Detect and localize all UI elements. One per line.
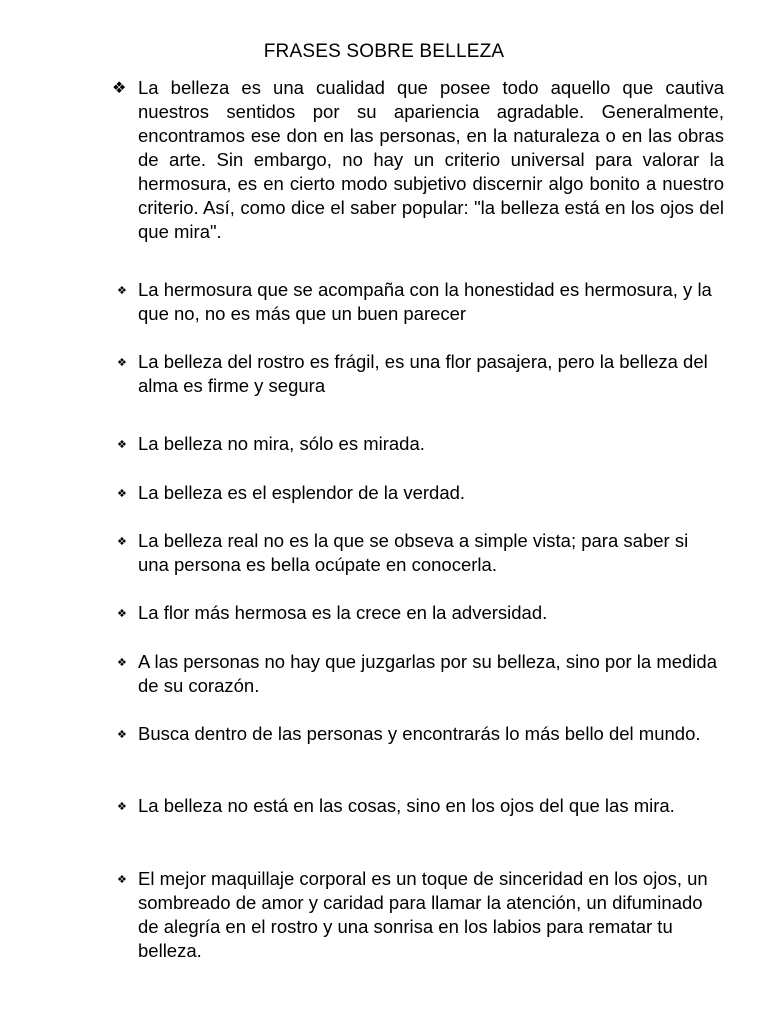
- diamond-bullet-icon: ❖: [117, 487, 127, 500]
- diamond-bullet-icon: ❖: [117, 535, 127, 548]
- list-item-text: La flor más hermosa es la crece en la adversidad.: [138, 602, 548, 623]
- page-title: FRASES SOBRE BELLEZA: [263, 41, 505, 62]
- list-item: [112, 650, 724, 698]
- diamond-bullet-icon: ❖: [117, 728, 127, 741]
- diamond-bullet-icon: ❖: [112, 78, 127, 97]
- list-item: [112, 350, 724, 398]
- list-item: [112, 278, 724, 326]
- list-item: [112, 722, 724, 746]
- list-item: [112, 529, 724, 577]
- diamond-bullet-icon: ❖: [117, 656, 127, 669]
- diamond-bullet-icon: ❖: [117, 800, 127, 813]
- list-item-text: La belleza del rostro es frágil, es una flor pasajera, pero la belleza del alma es firme y segura: [138, 351, 708, 396]
- list-item-text: La belleza no mira, sólo es mirada.: [138, 433, 425, 454]
- list-item: [112, 432, 724, 456]
- list-item-text: La belleza no está en las cosas, sino en los ojos del que las mira.: [138, 795, 675, 816]
- diamond-bullet-icon: ❖: [117, 873, 127, 886]
- list-item-text: La belleza real no es la que se obseva a simple vista; para saber si una persona es bella ocúpate en conocerla.: [138, 530, 689, 575]
- list-item-text: El mejor maquillaje corporal es un toque de sinceridad en los ojos, un sombreado de amor y caridad para llamar la atención, un difuminado de alegría en el rostro y una sonrisa en los labios para rematar tu belleza.: [138, 868, 708, 961]
- list-item: [112, 76, 724, 244]
- list-item-text: La belleza es una cualidad que posee todo aquello que cautiva nuestros sentidos por su apariencia agradable. Generalmente, encontramos ese don en las personas, en la naturaleza o en las obras de arte. Sin embargo, no hay un criterio universal para valorar la hermosura, es en cierto modo subjetivo discernir algo bonito a nuestro criterio. Así, como dice el saber popular: "la belleza está en los ojos del que mira".: [138, 77, 724, 242]
- list-item-text: A las personas no hay que juzgarlas por su belleza, sino por la medida de su corazón.: [138, 651, 717, 696]
- list-item-text: La belleza es el esplendor de la verdad.: [138, 482, 466, 503]
- list-item-text: Busca dentro de las personas y encontrarás lo más bello del mundo.: [138, 723, 701, 744]
- list-item: [112, 601, 724, 625]
- list-item-text: La hermosura que se acompaña con la honestidad es hermosura, y la que no, no es más que un buen parecer: [138, 279, 712, 324]
- list-item: [112, 481, 724, 505]
- diamond-bullet-icon: ❖: [117, 284, 127, 297]
- diamond-bullet-icon: ❖: [117, 356, 127, 369]
- list-item: [112, 794, 724, 818]
- list-item: [112, 867, 724, 963]
- diamond-bullet-icon: ❖: [117, 438, 127, 451]
- diamond-bullet-icon: ❖: [117, 607, 127, 620]
